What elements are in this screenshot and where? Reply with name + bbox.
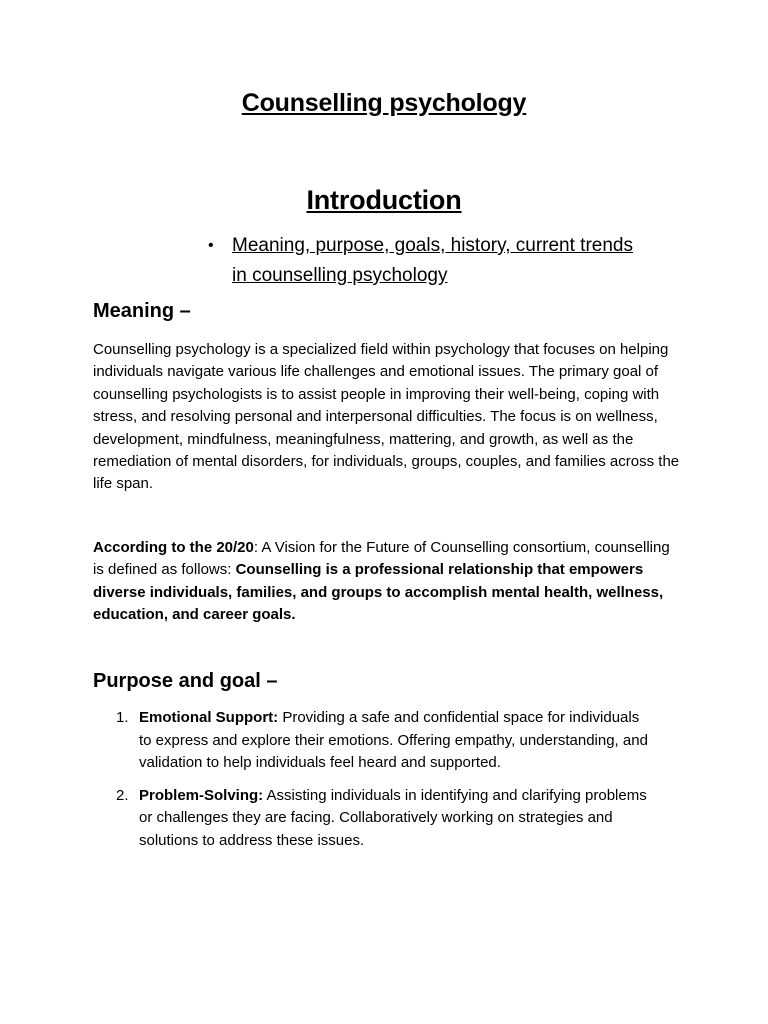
meaning-heading: Meaning –	[93, 300, 191, 322]
topic-list	[208, 231, 638, 291]
item-number: 1.	[116, 709, 129, 726]
topic-text: Meaning, purpose, goals, history, current trends in counselling psychology	[232, 235, 633, 286]
section-title: Introduction	[306, 185, 462, 215]
purpose-list	[93, 707, 653, 863]
item-number: 2.	[116, 786, 129, 804]
definition-quote: Counselling is a professional relationship that empowers diverse individuals, families, and groups to accomplish mental health, wellness, education, and career goals.	[93, 561, 664, 624]
purpose-heading: Purpose and goal –	[93, 670, 278, 692]
item-text: Providing a safe and confidential space for individuals to express and explore their emotions. Offering empathy, understanding, and validation to help individuals feel heard and supported.	[139, 709, 648, 772]
item-label: Emotional Support:	[139, 709, 279, 726]
list-item	[93, 785, 653, 853]
item-body	[139, 707, 653, 775]
document-title: Counselling psychology	[241, 89, 527, 117]
item-text: Assisting individuals in identifying and clarifying problems or challenges they are facing. Collaboratively working on strategies and solutions to address these issues.	[139, 786, 647, 849]
definition-paragraph	[93, 537, 683, 627]
definition-lead: According to the 20/20	[93, 539, 254, 556]
definition-middle: : A Vision for the Future of Counselling consortium, counselling is defined as follows:	[93, 539, 670, 579]
bullet-icon: •	[208, 237, 214, 254]
item-body	[139, 785, 653, 853]
list-item	[93, 707, 653, 775]
item-label: Problem-Solving:	[139, 786, 264, 804]
meaning-paragraph: Counselling psychology is a specialized field within psychology that focuses on helping individuals navigate various life challenges and emotional issues. The primary goal of counselling psychologists is to assist people in improving their well-being, coping with stress, and resolving personal and interpersonal difficulties. The focus is on wellness, development, mindfulness, meaningfulness, mattering, and growth, as well as the remediation of mental disorders, for individuals, groups, couples, and families across the life span.	[93, 341, 680, 493]
list-item	[208, 231, 638, 291]
